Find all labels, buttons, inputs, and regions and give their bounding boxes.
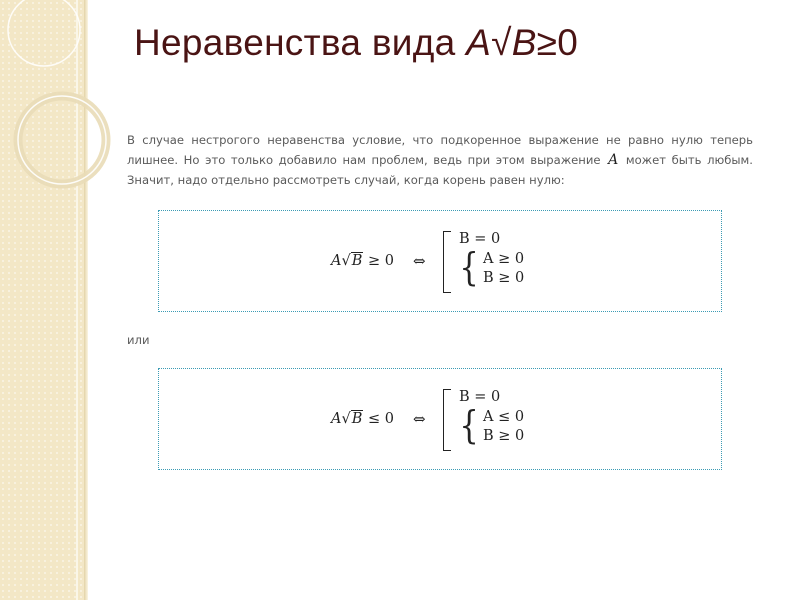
title-var-b: B [511,22,537,63]
formula-1-square-bracket [443,231,451,293]
formula-1-sqrt: √B [341,253,363,269]
formula-1-iff: ⇔ [413,252,426,270]
formula-2-lhs [331,411,394,427]
formula-1-case-2a: A ≥ 0 [483,251,525,267]
explanation-paragraph [127,130,753,190]
paragraph-text-2: может быть любым. Значит, надо отдельно рассмотреть случай, когда корень равен нулю: [127,153,753,187]
paragraph-text-1: В случае нестрогого неравенства условие, что подкоренное выражение не равно нулю теперь лишнее. Но это только добавило нам проблем, ведь при этом выражение [127,133,753,167]
formula-1-curly-brace: { [459,245,479,289]
formula-1-case-1: B = 0 [459,231,501,247]
decorative-circles [0,0,120,600]
slide-title [134,22,578,64]
formula-1-lhs [331,253,394,269]
formula-2-case-2a: A ≤ 0 [483,409,525,425]
formula-1-var-b: B [351,253,363,269]
formula-2-case-2b: B ≥ 0 [483,428,525,444]
formula-2-curly-brace: { [459,403,479,447]
formula-1 [331,231,571,293]
title-sqrt-sign: √ [491,22,512,63]
formula-2-sqrt: √B [341,411,363,427]
formula-2-var-b: B [351,411,363,427]
connector-word: или [127,333,150,347]
title-prefix: Неравенства вида [134,22,467,63]
formula-1-var-a: A [331,253,342,269]
formula-2-operator: ≤ 0 [368,411,394,427]
formula-1-case-2b: B ≥ 0 [483,270,525,286]
formula-2-case-1: B = 0 [459,389,501,405]
formula-2-square-bracket [443,389,451,451]
formula-1-operator: ≥ 0 [368,253,394,269]
formula-2 [331,389,571,451]
formula-box-1 [158,210,722,312]
paragraph-var-a: A [608,152,619,168]
formula-2-iff: ⇔ [413,410,426,428]
title-var-a: A [466,22,492,63]
formula-2-var-a: A [331,411,342,427]
title-suffix: ≥0 [536,22,579,63]
formula-box-2 [158,368,722,470]
